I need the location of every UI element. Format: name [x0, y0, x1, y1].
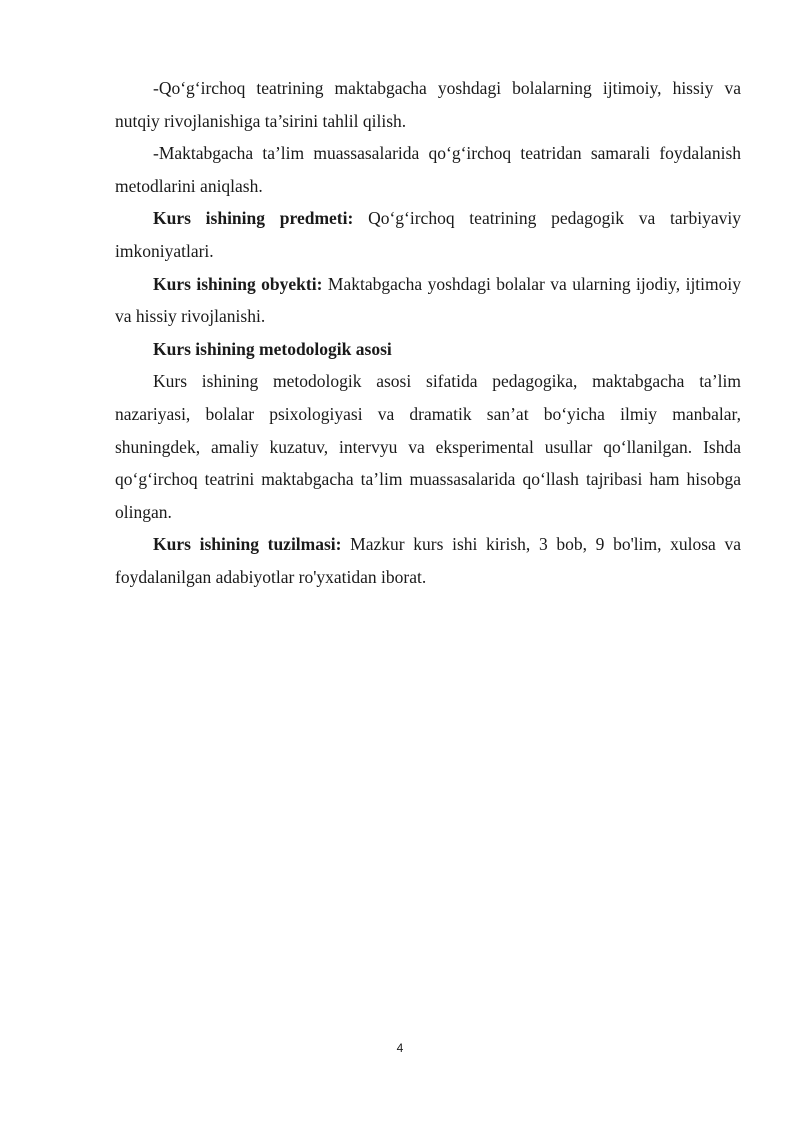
subject-paragraph	[115, 202, 741, 267]
objective-paragraph-social-development	[115, 72, 741, 137]
structure-paragraph	[115, 528, 741, 593]
paragraph-text: -Qo‘g‘irchoq teatrining maktabgacha yoshdagi bolalarning ijtimoiy, hissiy va nutqiy rivojlanishiga ta’sirini tahlil qilish.	[115, 78, 741, 131]
page-number: 4	[396, 1041, 404, 1055]
subject-label: Kurs ishining predmeti:	[153, 208, 354, 229]
methodology-paragraph	[115, 365, 741, 528]
subject-text: Qo‘g‘irchoq teatrining pedagogik va tarbiyaviy imkoniyatlari.	[115, 208, 741, 261]
object-paragraph	[115, 268, 741, 333]
objective-paragraph-methods	[115, 137, 741, 202]
structure-text: Mazkur kurs ishi kirish, 3 bob, 9 bo'lim, xulosa va foydalanilgan adabiyotlar ro'yxatidan iborat.	[115, 534, 741, 587]
methodology-heading: Kurs ishining metodologik asosi	[153, 338, 392, 359]
document-body	[115, 72, 741, 594]
object-label: Kurs ishining obyekti:	[153, 273, 323, 294]
structure-label: Kurs ishining tuzilmasi:	[153, 534, 342, 555]
paragraph-text: -Maktabgacha ta’lim muassasalarida qo‘g‘irchoq teatridan samarali foydalanish metodlarini aniqlash.	[115, 143, 741, 196]
paragraph-text: Kurs ishining metodologik asosi sifatida pedagogika, maktabgacha ta’lim nazariyasi, bolalar psixologiyasi va dramatik san’at bo‘yicha ilmiy manbalar, shuningdek, amaliy kuzatuv, intervyu va eksperimental usullar qo‘llanilgan. Ishda qo‘g‘irchoq teatrini maktabgacha ta’lim muassasalarida qo‘llash tajribasi ham hisobga olingan.	[115, 371, 741, 522]
object-text: Maktabgacha yoshdagi bolalar va ularning ijodiy, ijtimoiy va hissiy rivojlanishi.	[115, 273, 742, 327]
